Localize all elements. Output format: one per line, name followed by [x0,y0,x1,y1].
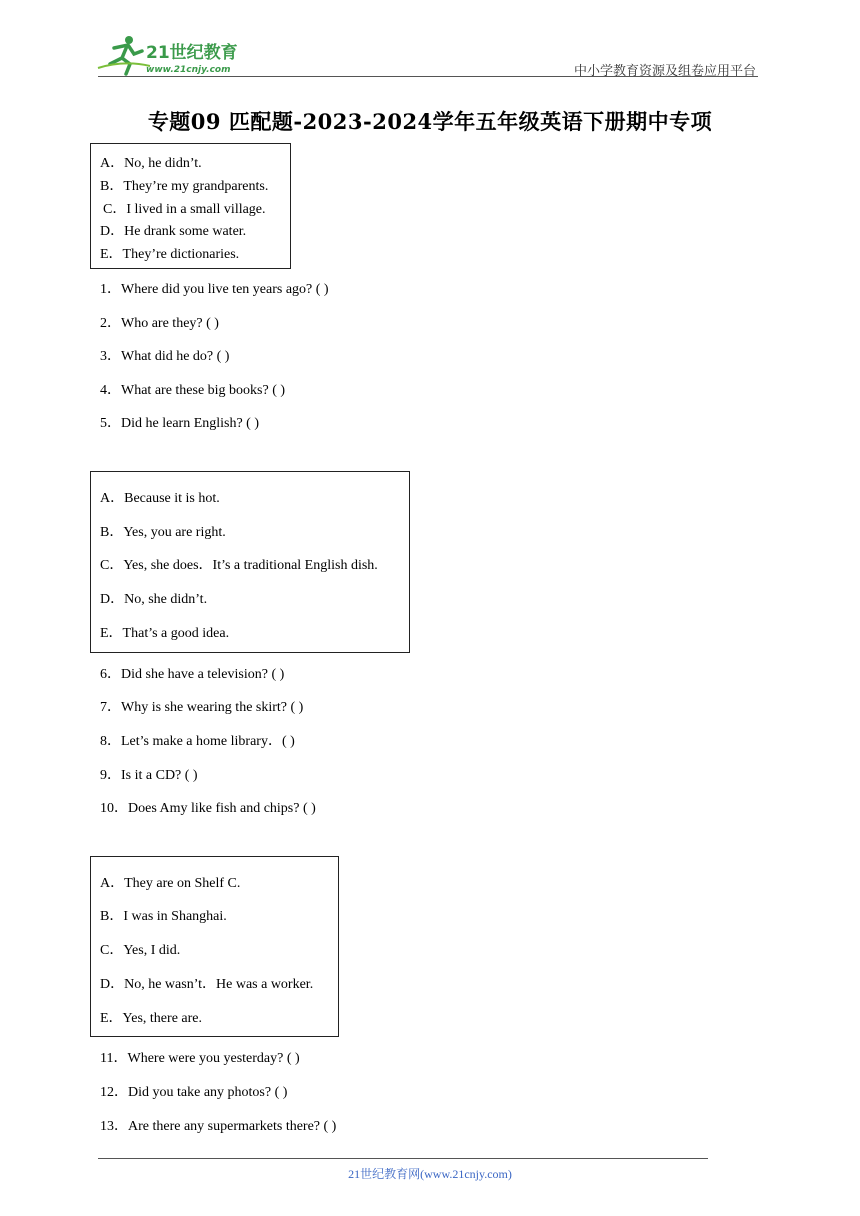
option-3a: A．They are on Shelf C. [100,876,241,891]
footer-divider [98,1158,708,1159]
option-2e: E．That’s a good idea. [100,626,230,641]
footer-link[interactable]: 21世纪教育网(www.21cnjy.com) [348,1167,512,1181]
option-3d: D．No, he wasn’t．He was a worker. [100,977,314,992]
question-3: 3．What did he do? ( ) [100,349,230,364]
option-1d: D．He drank some water. [100,224,247,239]
page-header [0,0,860,80]
question-11: 11．Where were you yesterday? ( ) [100,1051,300,1066]
page-title: 专题09 匹配题-2023-2024学年五年级英语下册期中专项 [147,109,713,134]
svg-text:www.21cnjy.com: www.21cnjy.com [146,65,231,75]
option-2a: A．Because it is hot. [100,491,220,506]
option-3e: E．Yes, there are. [100,1011,202,1026]
question-5: 5．Did he learn English? ( ) [100,416,260,431]
svg-text:21世纪教育: 21世纪教育 [146,43,238,63]
option-3c: C．Yes, I did. [100,943,181,958]
option-2c: C．Yes, she does．It’s a traditional English dish. [100,558,378,573]
option-1b: B．They’re my grandparents. [100,179,269,194]
runner-icon [98,36,150,74]
question-8: 8．Let’s make a home library．( ) [100,734,295,749]
question-9: 9．Is it a CD? ( ) [100,768,198,783]
question-12: 12．Did you take any photos? ( ) [100,1085,288,1100]
site-name: 中小学教育资源及组卷应用平台 [573,63,756,78]
question-1: 1．Where did you live ten years ago? ( ) [100,282,329,297]
option-3b: B．I was in Shanghai. [100,909,227,924]
question-10: 10．Does Amy like fish and chips? ( ) [100,801,316,816]
question-2: 2．Who are they? ( ) [100,316,219,331]
question-7: 7．Why is she wearing the skirt? ( ) [100,700,304,715]
question-13: 13．Are there any supermarkets there? ( ) [100,1119,337,1134]
logo-21cnjy [94,34,264,78]
question-6: 6．Did she have a television? ( ) [100,667,285,682]
option-1a: A．No, he didn’t. [100,156,202,171]
option-2d: D．No, she didn’t. [100,592,208,607]
question-4: 4．What are these big books? ( ) [100,383,286,398]
option-1e: E．They’re dictionaries. [100,247,240,262]
option-2b: B．Yes, you are right. [100,525,226,540]
option-1c: C．I lived in a small village. [103,202,266,217]
header-divider [98,76,758,77]
